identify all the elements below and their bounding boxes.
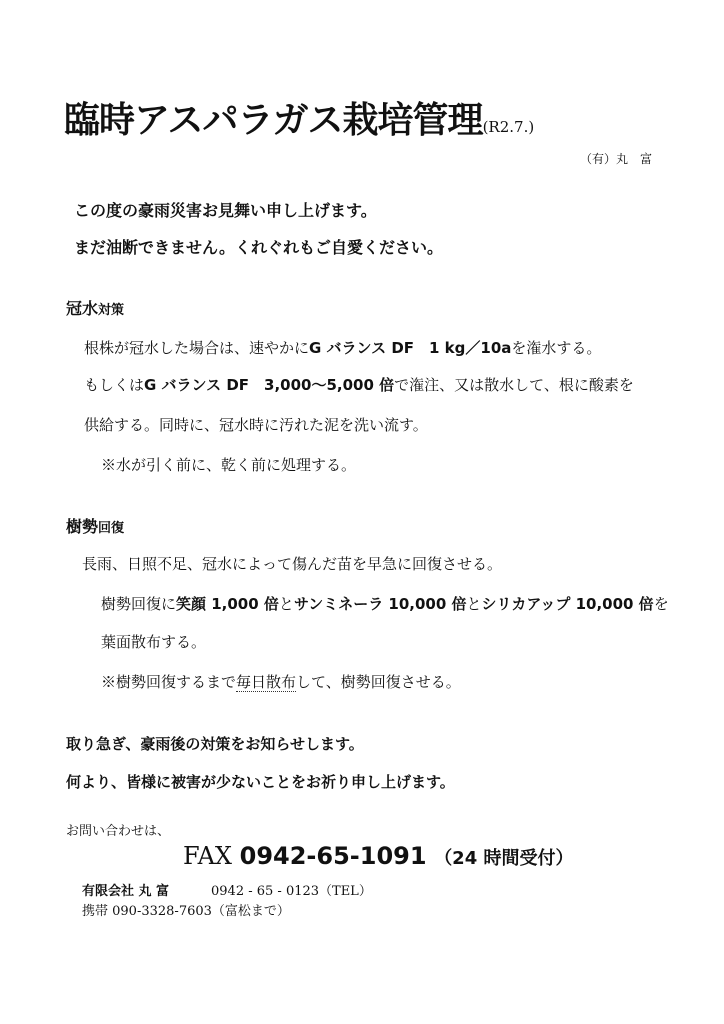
recovery-paragraph-line-2 <box>101 593 669 614</box>
section-heading-flood-main: 冠水 <box>66 299 99 318</box>
fax-label: FAX <box>183 842 232 870</box>
text-run: ※樹勢回復するまで <box>101 673 237 691</box>
closing-line-1: 取り急ぎ、豪雨後の対策をお知らせします。 <box>66 735 364 753</box>
product-name: サンミネーラ 10,000 倍 <box>293 595 467 613</box>
tel-number: 0942 - 65 - 0123（TEL） <box>211 884 372 899</box>
section-heading-recovery-main: 樹勢 <box>66 517 99 536</box>
text-run: を <box>653 595 669 613</box>
product-name: G バランス DF 1 kg／10a <box>309 339 512 357</box>
mobile-number: 携帯 090-3328-7603（富松まで） <box>82 904 290 919</box>
page-title <box>64 92 534 143</box>
flood-note: ※水が引く前に、乾く前に処理する。 <box>101 456 357 474</box>
product-name: シリカアップ 10,000 倍 <box>481 595 654 613</box>
text-run: もしくは <box>84 376 145 394</box>
text-run: 根株が冠水した場合は、速やかに <box>84 339 310 357</box>
recovery-note <box>101 671 461 692</box>
text-run: と <box>278 595 294 613</box>
contact-intro: お問い合わせは、 <box>66 824 171 839</box>
text-run: を潅水する。 <box>511 339 602 357</box>
section-heading-flood <box>66 296 124 319</box>
text-run: で潅注、又は散水して、根に酸素を <box>394 376 634 394</box>
flood-paragraph-line-2 <box>84 374 634 395</box>
fax-line <box>183 842 574 870</box>
text-run: 樹勢回復に <box>101 595 177 613</box>
fax-hours: （24 時間受付） <box>434 848 574 869</box>
emphasis-text: 毎日散布 <box>236 673 297 691</box>
section-heading-recovery-sub: 回復 <box>98 521 125 536</box>
product-name: G バランス DF 3,000～5,000 倍 <box>144 376 395 394</box>
flood-paragraph-line-1 <box>84 337 601 358</box>
greeting-line-2: まだ油断できません。くれぐれもご自愛ください。 <box>74 238 443 257</box>
text-run: して、樹勢回復させる。 <box>296 673 461 691</box>
company-name: 有限会社 丸 富 <box>82 884 170 899</box>
greeting-line-1: この度の豪雨災害お見舞い申し上げます。 <box>74 201 377 220</box>
recovery-paragraph-line-3: 葉面散布する。 <box>101 633 207 651</box>
recovery-paragraph-line-1: 長雨、日照不足、冠水によって傷んだ苗を早急に回復させる。 <box>82 555 503 573</box>
section-heading-flood-sub: 対策 <box>98 303 125 318</box>
section-heading-recovery <box>66 514 124 537</box>
flood-paragraph-line-3: 供給する。同時に、冠水時に汚れた泥を洗い流す。 <box>84 416 428 434</box>
product-name: 笑顔 1,000 倍 <box>176 595 279 613</box>
fax-number: 0942-65-1091 <box>239 842 427 870</box>
company-short-name: （有）丸 富 <box>579 152 652 166</box>
closing-line-2: 何より、皆様に被害が少ないことをお祈り申し上げます。 <box>66 773 455 791</box>
text-run: と <box>466 595 482 613</box>
title-main: 臨時アスパラガス栽培管理 <box>64 100 483 141</box>
title-date: (R2.7.) <box>482 118 535 136</box>
